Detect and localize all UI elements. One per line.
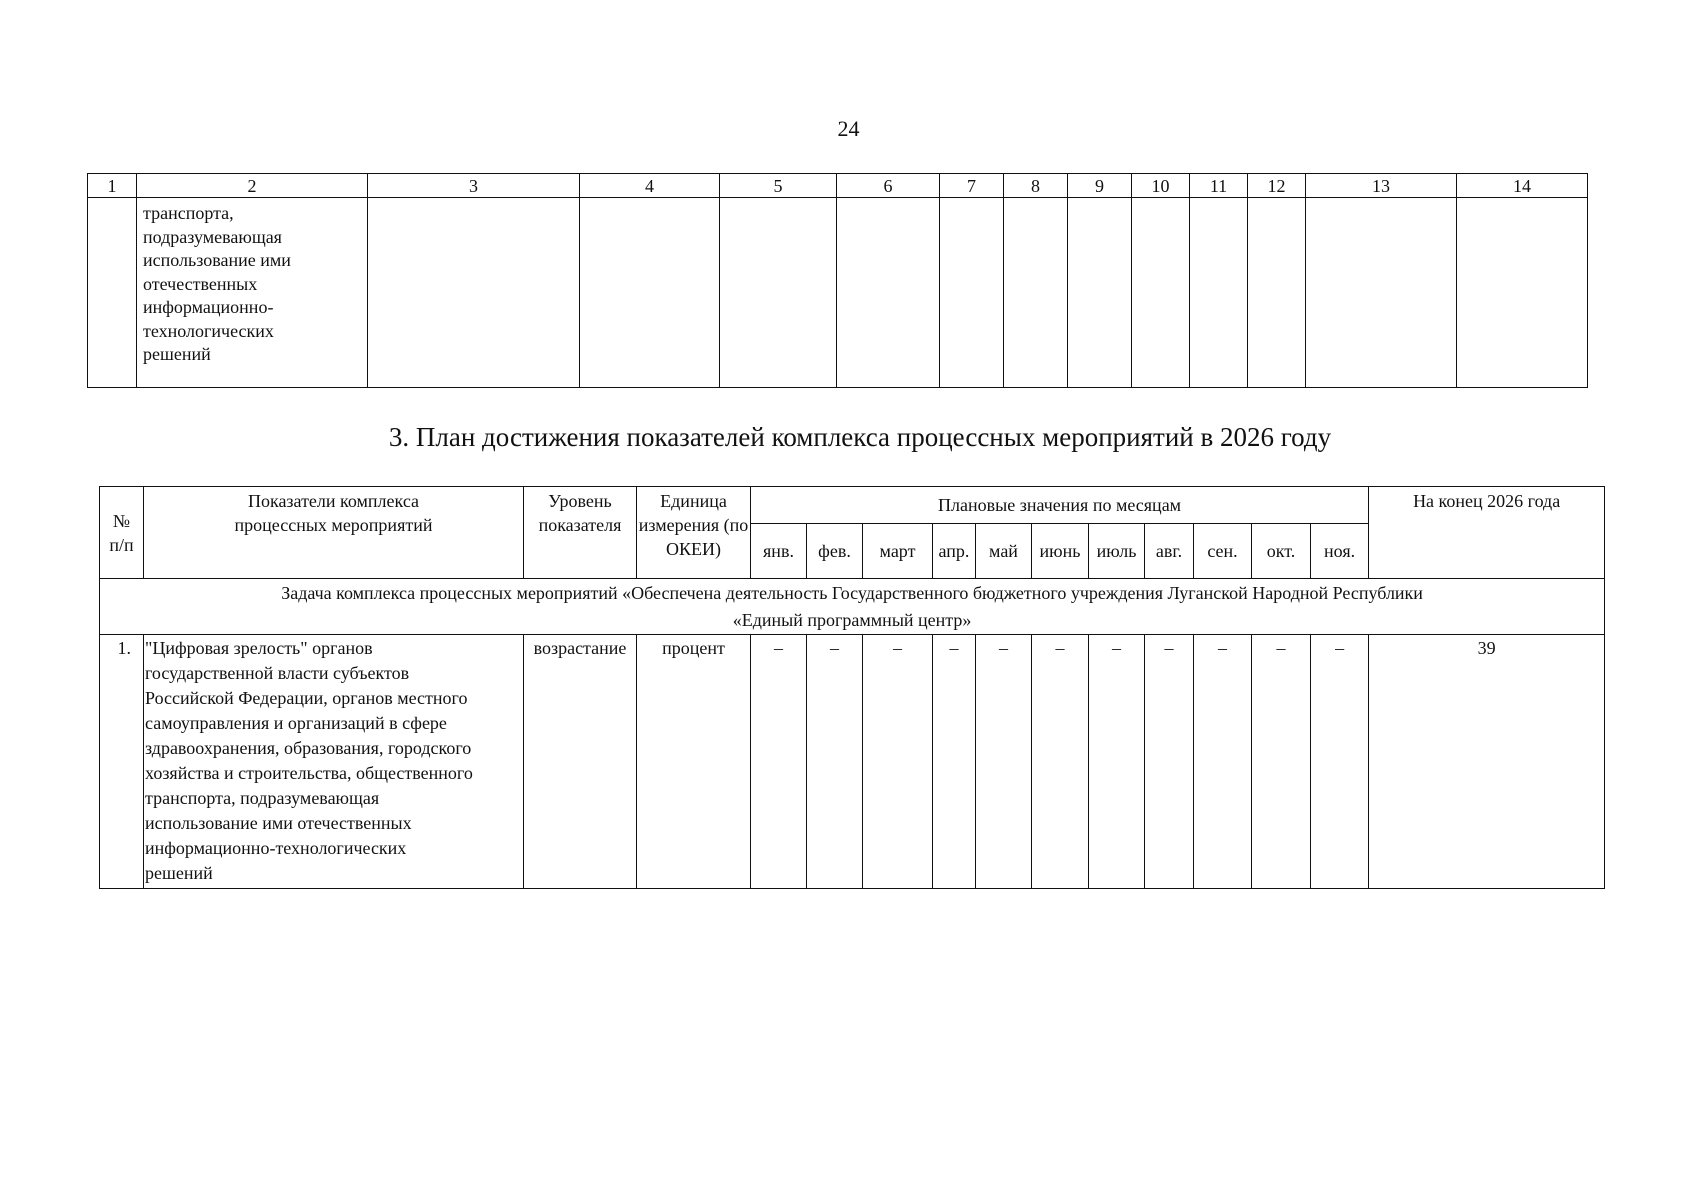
empty-cell [368,198,580,388]
task-line: «Единый программный центр» [732,609,972,630]
number-header-line: п/п [109,534,134,555]
empty-cell [1306,198,1457,388]
end-of-year-value: 39 [1369,635,1605,889]
level-header: Уровень показателя [524,487,637,579]
month-header: июль [1089,524,1145,579]
monthly-value-cell: – [1145,635,1194,889]
monthly-value-cell: – [1032,635,1089,889]
monthly-value-cell: – [807,635,863,889]
month-header: ноя. [1311,524,1369,579]
column-number: 10 [1132,174,1190,198]
empty-cell [1190,198,1248,388]
plan-table [99,486,1605,889]
page-number: 24 [837,116,860,141]
month-header: апр. [933,524,976,579]
text-line: решений [143,344,211,364]
indicator-line: информационно-технологических [145,838,407,858]
column-number: 6 [837,174,940,198]
indicator-line: транспорта, подразумевающая [145,788,380,808]
column-number: 4 [580,174,720,198]
text-line: информационно- [143,297,274,317]
indicators-header: Показатели комплекса процессных мероприятий [144,487,524,579]
indicator-cell [144,635,524,889]
month-header: май [976,524,1032,579]
month-header: июнь [1032,524,1089,579]
indicator-line: решений [145,863,213,883]
text-line: транспорта, [143,203,234,223]
empty-cell [1004,198,1068,388]
column-number-row [88,174,1588,198]
monthly-value-cell: – [1089,635,1145,889]
monthly-plan-header: Плановые значения по месяцам [751,487,1369,524]
unit-cell: процент [637,635,751,889]
column-number: 5 [720,174,837,198]
column-number: 12 [1248,174,1306,198]
number-header [100,487,144,579]
month-header: март [863,524,933,579]
column-number: 13 [1306,174,1457,198]
text-line: подразумевающая [143,226,282,247]
empty-cell [1068,198,1132,388]
empty-cell [1132,198,1190,388]
text-line: использование ими [143,250,291,270]
indicator-line: здравоохранения, образования, городского [145,738,472,758]
section-title: 3. План достижения показателей комплекса процессных мероприятий в 2026 году [388,422,1332,452]
task-line: Задача комплекса процессных мероприятий «Обеспечена деятельность Государственного бюджетного учреждения Луганской Народной Республики [281,582,1423,603]
table-row [100,635,1605,889]
row-number: 1. [100,635,144,889]
empty-cell [720,198,837,388]
month-header: сен. [1194,524,1252,579]
monthly-value-cell: – [1252,635,1311,889]
monthly-value-cell: – [1194,635,1252,889]
indicator-line: "Цифровая зрелость" органов [145,638,373,658]
empty-cell [1248,198,1306,388]
indicator-line: Российской Федерации, органов местного [145,688,468,708]
indicator-continuation-cell [137,198,368,388]
month-header: янв. [751,524,807,579]
text-line: отечественных [143,273,258,294]
month-header: авг. [1145,524,1194,579]
column-number: 11 [1190,174,1248,198]
empty-cell [940,198,1004,388]
text-line: технологических [143,320,274,341]
empty-cell [88,198,137,388]
monthly-value-cell: – [976,635,1032,889]
empty-cell [580,198,720,388]
indicator-line: хозяйства и строительства, общественного [145,763,473,783]
number-header-line: № [112,510,131,531]
empty-cell [837,198,940,388]
continuation-table [87,173,1588,388]
column-number: 1 [88,174,137,198]
task-row [100,579,1605,635]
column-number: 7 [940,174,1004,198]
monthly-value-cell: – [751,635,807,889]
column-number: 3 [368,174,580,198]
empty-cell [1457,198,1588,388]
end-of-year-header: На конец 2026 года [1369,487,1605,579]
level-cell: возрастание [524,635,637,889]
column-number: 2 [137,174,368,198]
task-cell [100,579,1605,635]
header-row [100,487,1605,524]
month-header: фев. [807,524,863,579]
indicator-line: самоуправления и организаций в сфере [145,713,447,733]
monthly-value-cell: – [863,635,933,889]
column-number: 9 [1068,174,1132,198]
month-header: окт. [1252,524,1311,579]
monthly-value-cell: – [1311,635,1369,889]
table-row [88,198,1588,388]
unit-header: Единица измерения (по ОКЕИ) [637,487,751,579]
monthly-value-cell: – [933,635,976,889]
indicator-line: государственной власти субъектов [145,663,410,683]
column-number: 8 [1004,174,1068,198]
column-number: 14 [1457,174,1588,198]
indicator-line: использование ими отечественных [145,813,412,833]
